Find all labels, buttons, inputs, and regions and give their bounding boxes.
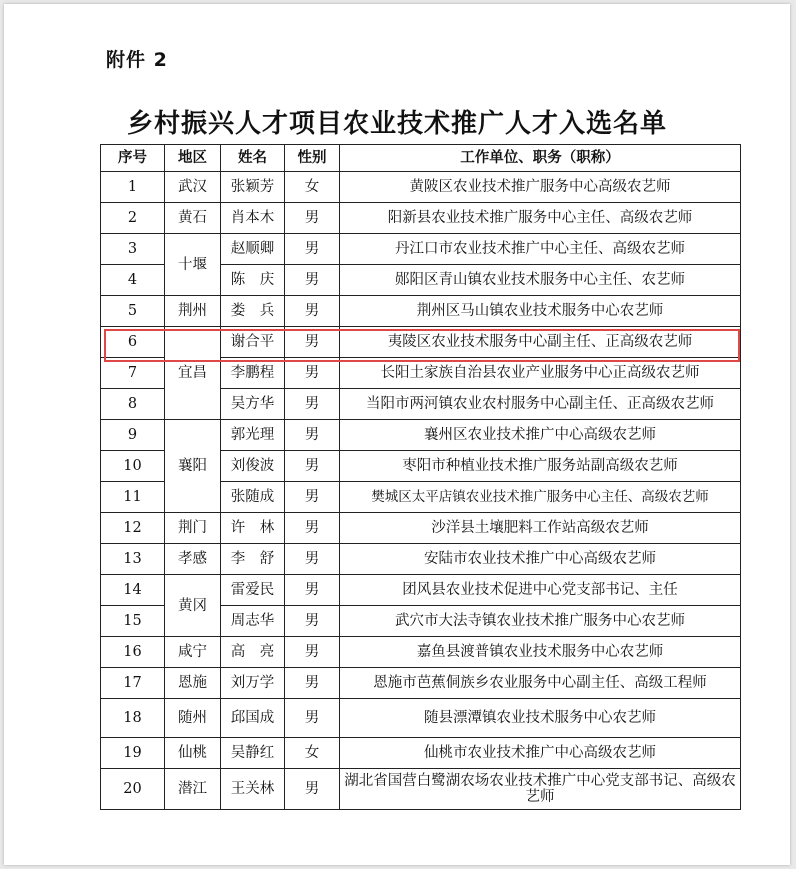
cell-name: 王关林 [221,769,285,810]
table-row [101,699,741,738]
cell-gender: 男 [285,451,340,482]
cell-gender: 男 [285,265,340,296]
cell-gender: 男 [285,203,340,234]
cell-name: 许 林 [221,513,285,544]
cell-name: 张颖芳 [221,172,285,203]
cell-no: 19 [101,738,165,769]
cell-name: 赵顺卿 [221,234,285,265]
cell-gender: 女 [285,172,340,203]
cell-unit: 团风县农业技术促进中心党支部书记、主任 [340,575,741,606]
document-page [4,4,790,865]
table-row-highlighted [101,327,741,358]
cell-unit: 湖北省国营白鹭湖农场农业技术推广中心党支部书记、高级农艺师 [340,769,741,810]
table-row [101,234,741,265]
cell-no: 15 [101,606,165,637]
cell-name: 周志华 [221,606,285,637]
cell-unit: 恩施市芭蕉侗族乡农业服务中心副主任、高级工程师 [340,668,741,699]
cell-name: 李 舒 [221,544,285,575]
cell-gender: 男 [285,296,340,327]
cell-no: 20 [101,769,165,810]
cell-gender: 男 [285,699,340,738]
header-gender: 性别 [285,145,340,172]
cell-gender: 男 [285,668,340,699]
cell-gender: 男 [285,769,340,810]
cell-region: 潜江 [165,769,221,810]
cell-name: 刘俊波 [221,451,285,482]
cell-region: 仙桃 [165,738,221,769]
header-region: 地区 [165,145,221,172]
cell-unit: 随县漂潭镇农业技术服务中心农艺师 [340,699,741,738]
table-header-row [101,145,741,172]
cell-region: 随州 [165,699,221,738]
cell-region: 武汉 [165,172,221,203]
cell-gender: 男 [285,234,340,265]
cell-gender: 女 [285,738,340,769]
cell-unit: 荆州区马山镇农业技术服务中心农艺师 [340,296,741,327]
cell-unit: 长阳土家族自治县农业产业服务中心正高级农艺师 [340,358,741,389]
cell-gender: 男 [285,575,340,606]
table-row [101,575,741,606]
cell-unit: 樊城区太平店镇农业技术推广服务中心主任、高级农艺师 [340,482,741,513]
cell-name: 吴静红 [221,738,285,769]
cell-region: 恩施 [165,668,221,699]
cell-name: 张随成 [221,482,285,513]
table-row [101,738,741,769]
cell-region: 孝感 [165,544,221,575]
cell-name: 娄 兵 [221,296,285,327]
cell-unit: 嘉鱼县渡普镇农业技术服务中心农艺师 [340,637,741,668]
cell-region: 十堰 [165,234,221,296]
cell-region: 宜昌 [165,327,221,420]
cell-no: 3 [101,234,165,265]
cell-no: 17 [101,668,165,699]
cell-no: 4 [101,265,165,296]
cell-gender: 男 [285,544,340,575]
table-row [101,513,741,544]
candidate-table [100,144,741,810]
cell-no: 6 [101,327,165,358]
cell-name: 高 亮 [221,637,285,668]
cell-name: 雷爱民 [221,575,285,606]
cell-unit: 仙桃市农业技术推广中心高级农艺师 [340,738,741,769]
cell-no: 7 [101,358,165,389]
cell-unit: 丹江口市农业技术推广中心主任、高级农艺师 [340,234,741,265]
cell-unit: 当阳市两河镇农业农村服务中心副主任、正高级农艺师 [340,389,741,420]
table-row [101,637,741,668]
cell-unit: 安陆市农业技术推广中心高级农艺师 [340,544,741,575]
cell-no: 12 [101,513,165,544]
cell-no: 9 [101,420,165,451]
cell-gender: 男 [285,482,340,513]
cell-gender: 男 [285,358,340,389]
cell-no: 10 [101,451,165,482]
cell-gender: 男 [285,389,340,420]
cell-region: 咸宁 [165,637,221,668]
table-row [101,668,741,699]
cell-gender: 男 [285,513,340,544]
cell-unit: 枣阳市种植业技术推广服务站副高级农艺师 [340,451,741,482]
cell-gender: 男 [285,606,340,637]
cell-region: 荆门 [165,513,221,544]
cell-region: 襄阳 [165,420,221,513]
cell-name: 李鹏程 [221,358,285,389]
cell-unit: 郧阳区青山镇农业技术服务中心主任、农艺师 [340,265,741,296]
cell-no: 2 [101,203,165,234]
table-row [101,420,741,451]
cell-no: 13 [101,544,165,575]
cell-no: 8 [101,389,165,420]
cell-gender: 男 [285,637,340,668]
cell-gender: 男 [285,327,340,358]
cell-region: 黄冈 [165,575,221,637]
cell-unit: 黄陂区农业技术推广服务中心高级农艺师 [340,172,741,203]
cell-no: 1 [101,172,165,203]
cell-no: 11 [101,482,165,513]
cell-unit: 阳新县农业技术推广服务中心主任、高级农艺师 [340,203,741,234]
cell-no: 18 [101,699,165,738]
cell-unit: 沙洋县土壤肥料工作站高级农艺师 [340,513,741,544]
cell-region: 黄石 [165,203,221,234]
header-name: 姓名 [221,145,285,172]
header-no: 序号 [101,145,165,172]
cell-unit: 武穴市大法寺镇农业技术推广服务中心农艺师 [340,606,741,637]
cell-name: 陈 庆 [221,265,285,296]
cell-no: 14 [101,575,165,606]
cell-gender: 男 [285,420,340,451]
table-row [101,769,741,810]
cell-name: 吴方华 [221,389,285,420]
cell-no: 16 [101,637,165,668]
table-row [101,296,741,327]
cell-region: 荆州 [165,296,221,327]
cell-name: 刘万学 [221,668,285,699]
attachment-label: 附件 2 [106,49,168,71]
page-title: 乡村振兴人才项目农业技术推广人才入选名单 [126,109,667,139]
cell-name: 肖本木 [221,203,285,234]
cell-name: 谢合平 [221,327,285,358]
cell-unit: 夷陵区农业技术服务中心副主任、正高级农艺师 [340,327,741,358]
table-row [101,203,741,234]
table-row [101,172,741,203]
table-row [101,544,741,575]
cell-name: 郭光理 [221,420,285,451]
cell-no: 5 [101,296,165,327]
header-unit: 工作单位、职务（职称） [340,145,741,172]
cell-unit: 襄州区农业技术推广中心高级农艺师 [340,420,741,451]
cell-name: 邱国成 [221,699,285,738]
